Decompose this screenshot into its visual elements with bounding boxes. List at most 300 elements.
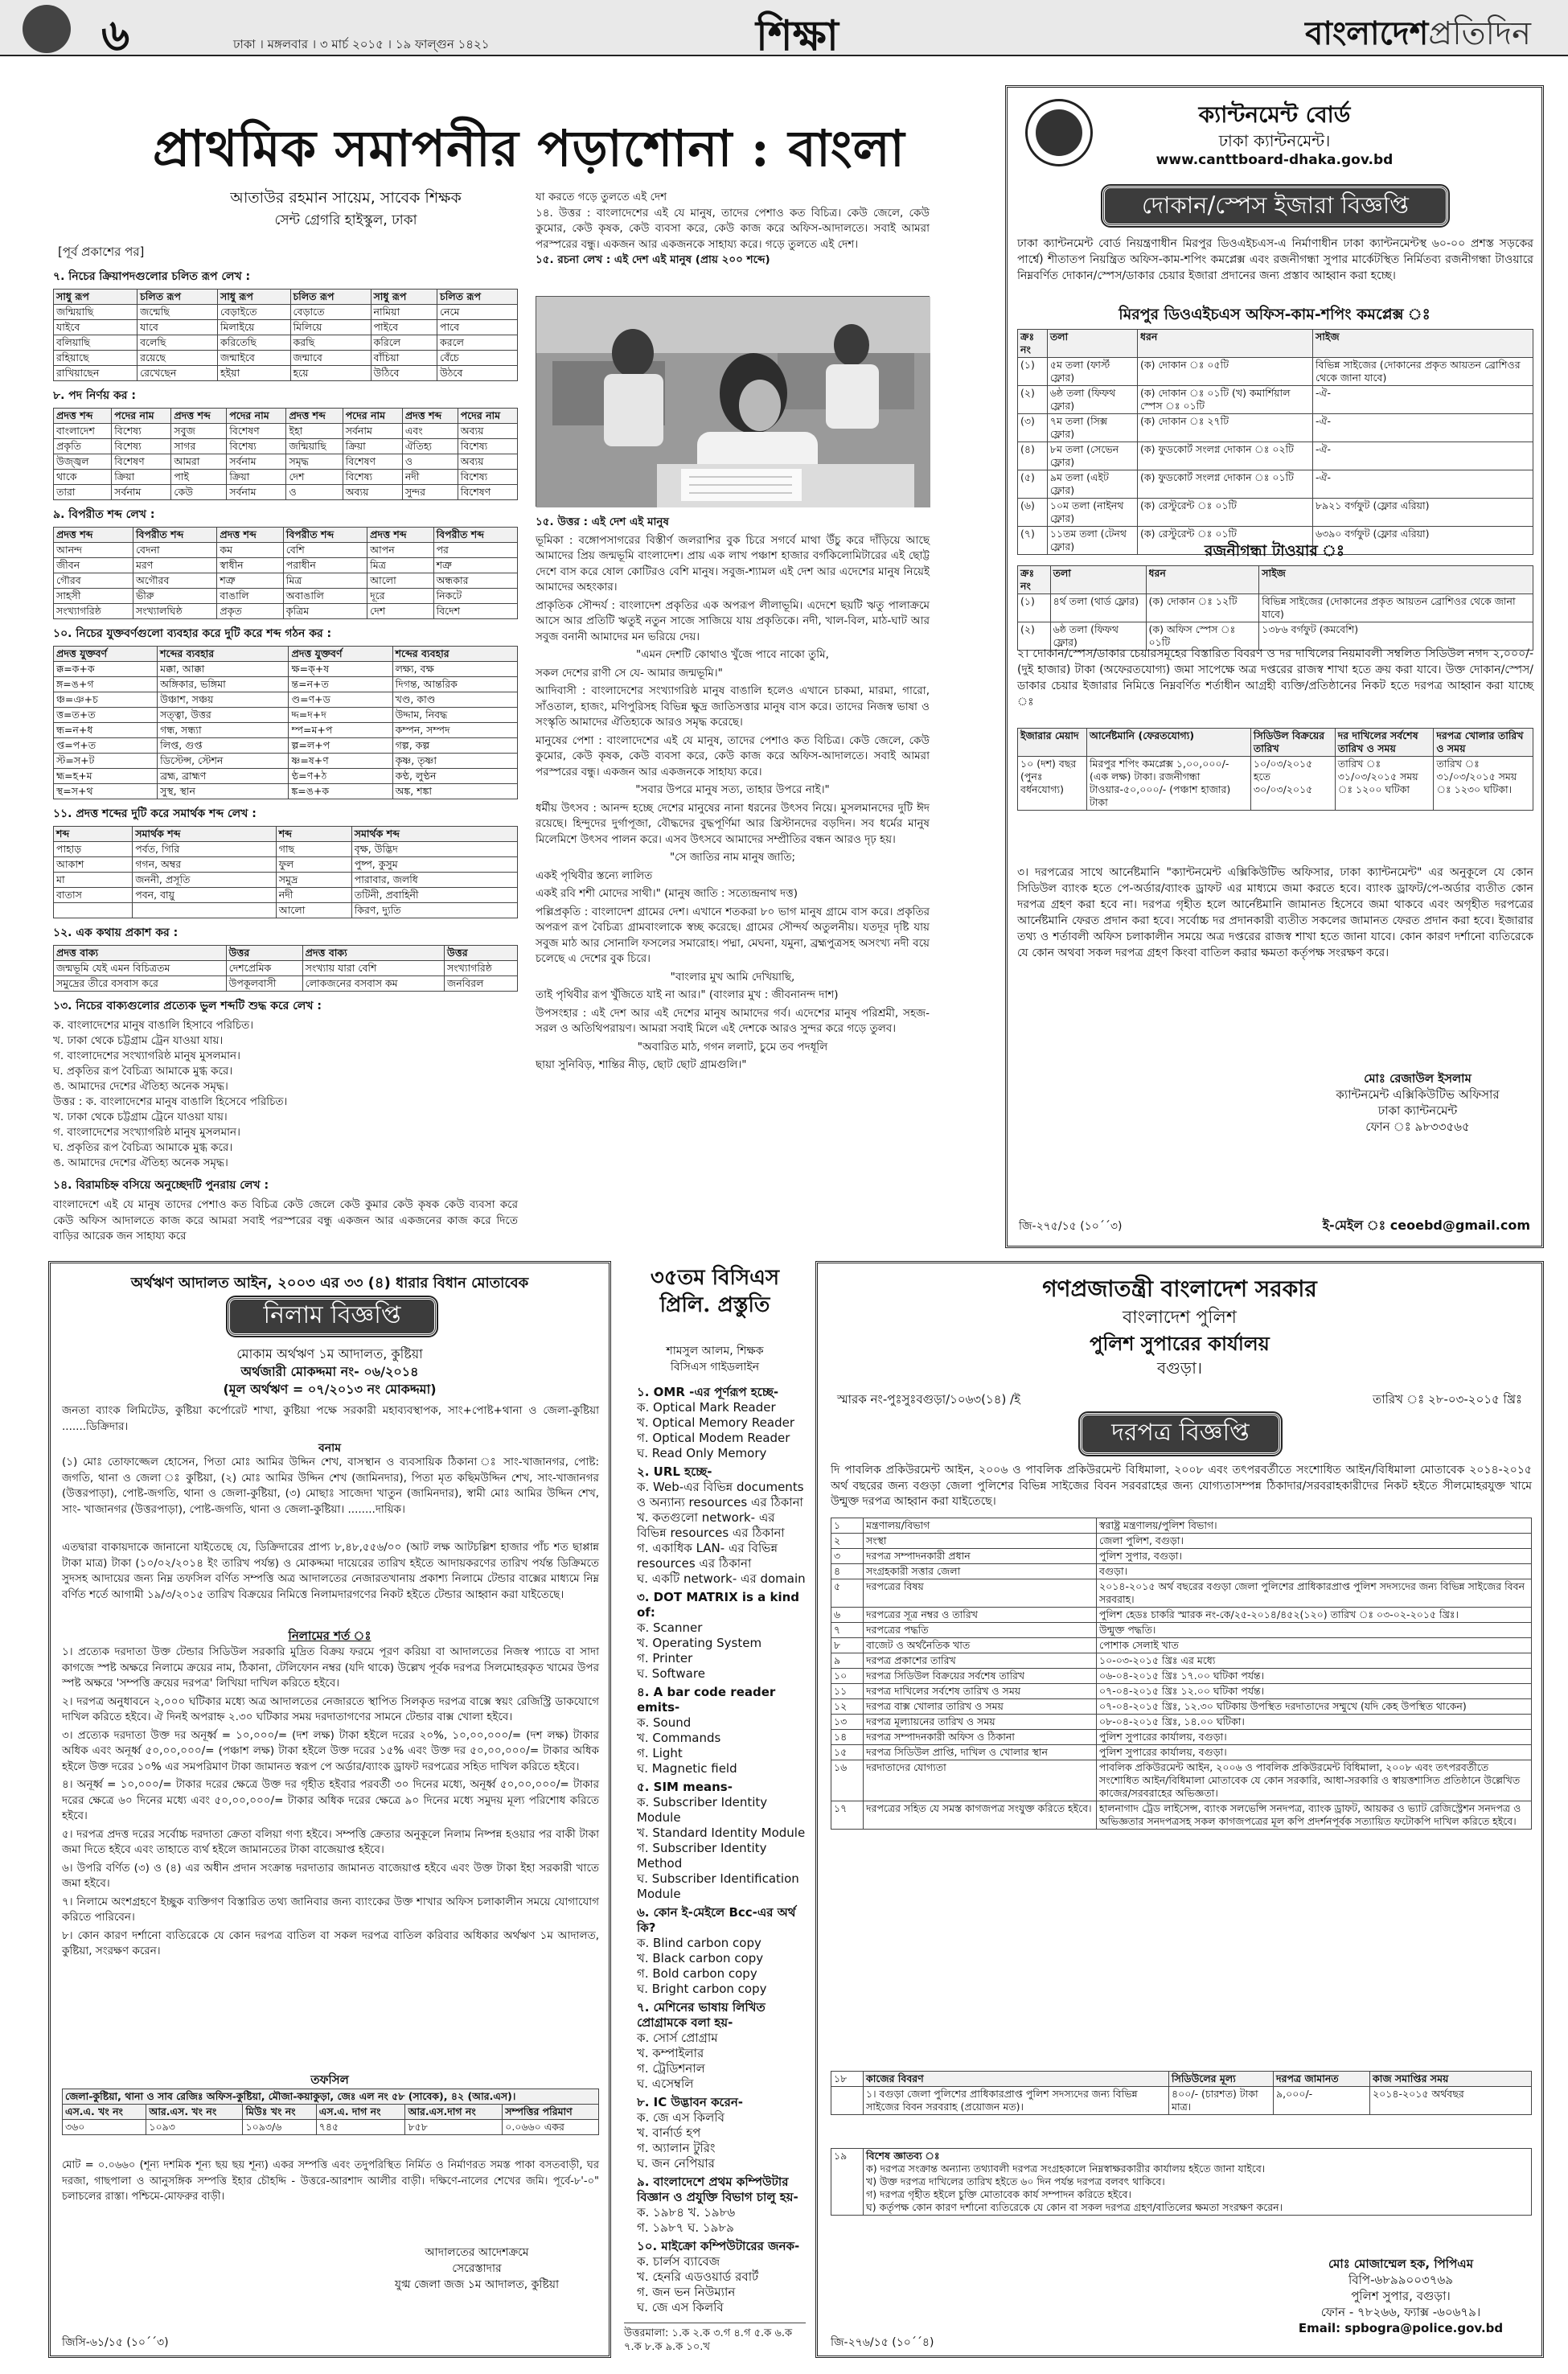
table-cell: হালনাগাদ ট্রেড লাইসেন্স, ব্যাংক সলভেন্সি সনদপত্র, ব্যাংক ড্রাফট, আয়কর ও ভ্যাট রেজিস্ট্রেশন সনদপত্র ও অভিজ্ঞতার সনদপত্রসহ সকল কাগজপত্রের মূল কপি প্রদর্শনপূর্বক সত্যায়িত ফটোকপি দাখিল করিতে হইবে। (1097, 1801, 1532, 1830)
police-email[interactable]: Email: spbogra@police.gov.bd (1298, 2321, 1504, 2335)
table-cell: নদী (402, 470, 458, 485)
table-cell: জীবন (54, 558, 133, 573)
auction-banner: নিলাম বিজ্ঞপ্তি (228, 1297, 437, 1336)
q13-list (53, 1018, 518, 1171)
auction-signature (356, 2245, 597, 2293)
table-cell: ১৭ (831, 1801, 864, 1830)
cantonment-website[interactable]: www.canttboard-dhaka.gov.bd (1155, 152, 1394, 168)
table-cell: ৭ম তলা (সিক্স ফ্লোর) (1047, 414, 1137, 442)
tender-row (831, 1801, 1532, 1830)
table-cell: ঐতিহ্য (402, 439, 458, 454)
table-cell: অন্ধকার (433, 573, 517, 589)
auction-case: অর্থজারী মোকদ্দমা নং- ০৬/২০১৪ (240, 1364, 419, 1379)
essay-paragraph: ভূমিকা : বঙ্গোপসাগরের বিস্তীর্ণ জলরাশির বুক চিরে সগর্বে মাথা উঁচু করে দাঁড়িয়ে আছে আমাদের প্রিয় জন্মভূমি বাংলাদেশ। প্রায় এক লাখ পঞ্চাশ হাজার বর্গকিলোমিটারের এই ছোট্ট দেশে বাস করে ষোল কোটিরও বেশি মানুষ। সবুজ-শ্যামল এই দেশ আর এদেশের মানুষ নিয়েই আমাদের অহংকার। (536, 533, 930, 594)
table-cell: গন্ধ, সন্ধ্যা (158, 723, 289, 738)
table-header-cell: শব্দের ব্যবহার (392, 647, 517, 662)
brand-part-a: বাংলাদেশ (1305, 14, 1429, 52)
bcs-item: ক. Optical Mark Reader (637, 1400, 776, 1415)
table-cell: বিশেষ্য (227, 439, 286, 454)
table-header-cell: চলিত রূপ (138, 290, 218, 305)
police-intro: দি পাবলিক প্রকিউরমেন্ট আইন, ২০০৬ ও পাবলিক প্রকিউরমেন্ট বিধিমালা, ২০০৮ এবং তৎপরবর্তীতে সংশোধিত আইন/বিধিমালা মোতাবেক ২০১৪-২০১৫ অর্থ বছরের জন্য বগুড়া জেলা পুলিশের বিভিন্ন সাইজের বিবন সরবরাহের জন্য যোগ্যতাসম্পন্ন ঠিকাদার/সরবরাহকারীদের নিকট হইতে সীলমোহরযুক্ত খামে উন্মুক্ত দরপত্র আহ্বান করা যাইতেছে। (831, 1464, 1532, 1508)
tender-row (831, 1760, 1532, 1801)
special-item: ক) দরপত্র সংক্রান্ত অন্যান্য তথ্যাবলী দরপত্র সংগ্রহকালে নিম্নস্বাক্ষরকারীর কার্যালয় হইতে জানা যাইবে। (866, 2162, 1266, 2175)
bcs-guide: বিসিএস গাইডলাইন (670, 1361, 760, 1374)
table-cell: পুলিশ হেডঃ চাকরি স্মারক নং-কে/২৫-২০১৪/৪৫২(১২০) তারিখ ঃ ০৩-০২-২০১৫ খ্রিঃ। (1097, 1608, 1532, 1623)
table-cell: দরপত্রের সহিত যে সমস্ত কাগজপত্র সংযুক্ত করিতে হইবে। (864, 1801, 1097, 1830)
table-header-cell: কাজ সমাপ্তির সময় (1370, 2072, 1532, 2087)
section-title: শিক্ষা (756, 11, 839, 60)
essay-paragraph: ছায়া সুনিবিড়, শান্তির নীড়, ছোট ছোট গ্রামগুলি।" (536, 1058, 747, 1071)
table-cell: পুলিশ সুপারের কার্যালয়, বগুড়া। (1097, 1730, 1532, 1745)
table-cell: বিশেষ্য (112, 424, 171, 439)
table-cell: হয়ে (290, 366, 371, 381)
table-cell: এবং (402, 424, 458, 439)
table-cell: দিগন্ত, আন্তরিক (392, 677, 517, 692)
table-cell: থাকে (54, 470, 112, 485)
table-cell: বিদেশ (433, 604, 517, 619)
q8-table (53, 408, 518, 500)
table-cell: করছি (290, 335, 371, 351)
police-date: তারিখ ঃ ২৮-০৩-২০১৫ খ্রিঃ (1373, 1392, 1522, 1407)
table-cell: বিশেষণ (343, 454, 402, 470)
table-row (1018, 470, 1533, 499)
bcs-item: ঘ. Bright carbon copy (637, 1982, 767, 1996)
bcs-item: গ. একাধিক LAN- এর বিভিন্ন resources এর ঠিকানা (637, 1541, 778, 1571)
table-cell: পুষ্প, কুসুম (351, 857, 517, 873)
table-cell: করিলে (371, 335, 437, 351)
bcs-item: গ. Optical Modem Reader (637, 1431, 790, 1445)
table-header-cell: সাইজ (1259, 566, 1533, 594)
tender-row (831, 1653, 1532, 1669)
table-cell: ১১তম তলা (টেনথ ফ্লোর) (1047, 527, 1137, 555)
table-cell: প্ত=প+ত (54, 738, 158, 754)
table-cell: (ক) অফিস স্পেস ঃ ০১টি (1146, 622, 1259, 651)
essay-paragraph: "অবারিত মাঠ, গগন ললাট, চুমে তব পদধূলি (637, 1040, 828, 1054)
q13-item: ঙ. আমাদের দেশের ঐতিহ্য অনেক সমৃদ্ধ। (53, 1080, 228, 1093)
tender-row (831, 1745, 1532, 1760)
essay-paragraph: "এমন দেশটি কোথাও খুঁজে পাবে নাকো তুমি, (636, 648, 829, 661)
table-cell: করিতেছি (218, 335, 291, 351)
table-cell: মিলিয়ে (290, 320, 371, 335)
table-cell: (১) (1018, 358, 1048, 386)
table-cell: দরপত্রের পদ্ধতি (864, 1623, 1097, 1638)
table-cell: ৪০০/- (চারশত) টাকা মাত্র। (1169, 2087, 1274, 2115)
table-cell: খণ্ড, কাণ্ড (392, 692, 517, 708)
table-cell: অব্যয় (458, 424, 517, 439)
table-cell: দেশ (367, 604, 433, 619)
table-cell: (ক) রেস্টুরেন্ট ঃ ০১টি (1138, 499, 1313, 527)
table-cell: সংখ্যাগরিষ্ঠ (54, 604, 133, 619)
table-header-cell: প্রদত্ত শব্দ (367, 528, 433, 543)
police-phone: ফোন - ৭৮২৬৬, ফ্যাক্স -৬০৬৭৯। (1320, 2305, 1481, 2319)
table-header-cell: দর দাখিলের সর্বশেষ তারিখ ও সময় (1335, 729, 1434, 757)
police-dept: বাংলাদেশ পুলিশ (1123, 1308, 1237, 1328)
table-cell: উঞ্চাশ, সঞ্চয় (158, 692, 289, 708)
bcs-item: ৯. বাংলাদেশে প্রথম কম্পিউটার বিজ্ঞান ও প্রযুক্তি বিভাগ চালু হয়- (637, 2175, 798, 2204)
table-cell: মিলাইয়ে (218, 320, 291, 335)
essay-paragraph: তাই পৃথিবীর রূপ খুঁজিতে যাই না আর।" (বাংলার মুখ : জীবনানন্দ দাশ) (536, 988, 839, 1001)
table-header-cell: মিউঃ খং নং (243, 2105, 316, 2120)
table-cell: বাতাস (54, 888, 133, 903)
table-header-cell: সমার্থক শব্দ (351, 827, 517, 842)
table-header-cell: তলা (1047, 330, 1137, 358)
table-cell: সংস্থা (864, 1534, 1097, 1549)
police-signer-title: পুলিশ সুপার, বগুড়া। (1351, 2289, 1451, 2303)
bcs-item: ঘ. Software (637, 1666, 705, 1681)
table-cell: সর্বনাম (227, 485, 286, 500)
table-row (54, 857, 518, 873)
auction-notice-ad (48, 1261, 611, 2358)
essay-paragraph: সকল দেশের রাণী সে যে- আমার জন্মভূমি।" (536, 666, 723, 680)
table-cell: জনবিরল (445, 976, 518, 992)
table-cell: বলিয়াছি (54, 335, 138, 351)
table-cell: ঙ্গ=ঙ+গ (54, 677, 158, 692)
table-cell: সবুজ (171, 424, 227, 439)
table-row (54, 662, 518, 677)
special-list (866, 2162, 1529, 2214)
table-header-cell: প্রদত্ত শব্দ (286, 409, 343, 424)
table-cell: দরপত্র বাক্স খোলার তারিখ ও সময় (864, 1699, 1097, 1715)
tender-row (831, 1684, 1532, 1699)
bcs-item: ক. Scanner (637, 1620, 703, 1635)
table-cell: বিশেষ্য (343, 470, 402, 485)
table-cell: ৮ (831, 1638, 864, 1653)
q14-answer: ১৪. উত্তর : বাংলাদেশের এই যে মানুষ, তাদের পেশাও কত বিচিত্র। কেউ জেলে, কেউ কুমোর, কেউ কৃষক, কেউ ব্যবসা করে, কেউ কাজ করে অফিস-আদালতে। সবাই আমরা পরস্পরের বন্ধু। একজন আর একজনকে সাহায্য করে। গড়ে তুলতে এই দেশ। (536, 206, 930, 251)
table-cell: উজ্জ্বল (54, 454, 112, 470)
table-cell: বেড়াতে (290, 305, 371, 320)
question-14: ১৪. বিরামচিহ্ন বসিয়ে অনুচ্ছেদটি পুনরায় লেখ : (53, 1179, 269, 1192)
table-cell: ৫ (831, 1579, 864, 1608)
table-cell: স্বাধীন (217, 558, 283, 573)
table-cell: ২০১৪-২০১৫ অর্থবছর (1370, 2087, 1532, 2115)
table-cell: ক্রিয়া (112, 470, 171, 485)
auction-terms-heading: নিলামের শর্ত ঃ (288, 1629, 371, 1643)
table-cell: ১৬ (831, 1760, 864, 1801)
bcs-item: খ. Optical Memory Reader (637, 1415, 794, 1430)
table-cell: বিভিন্ন সাইজের (দোকানের প্রকৃত আয়তন ব্রোশিওর থেকে জানা যাবে) (1259, 594, 1533, 622)
table-cell: ৬ (831, 1608, 864, 1623)
mirpur-table (1017, 329, 1533, 555)
q13-item: গ. বাংলাদেশের সংখ্যাগরিষ্ঠ মানুষ মুসলমান। (53, 1126, 240, 1139)
tender-banner: দরপত্র বিজ্ঞপ্তি (1080, 1413, 1281, 1455)
table-header-cell: সিডিউলের মূল্য (1169, 2072, 1274, 2087)
table-cell: ক্রিয়া (343, 439, 402, 454)
table-cell (133, 903, 277, 918)
table-cell: পবন, বায়ু (133, 888, 277, 903)
police-govt: গণপ্রজাতন্ত্রী বাংলাদেশ সরকার (1042, 1275, 1317, 1302)
table-cell: সুন্দর (402, 485, 458, 500)
newspaper-brand (1305, 8, 1531, 62)
table-cell: ল্প=ল+প (289, 738, 392, 754)
bcs-item: ঘ. জন নেপিয়ার (637, 2156, 715, 2171)
masthead (0, 0, 1568, 63)
essay-paragraph: পল্লিপ্রকৃতি : বাংলাদেশ গ্রামের দেশ। এখানে শতকরা ৮০ ভাগ মানুষ গ্রামে বাস করে। প্রকৃতির অপরূপ রূপ বৈচিত্র্য গ্রামবাংলাকে স্বচ্ছ করেছে। গ্রামের সৌন্দর্য অতুলনীয়। যতদূর দৃষ্টি যায় সবুজ মাঠ আর সোনালি ফসলের সমারোহ। পদ্মা, মেঘনা, যমুনা, ব্রহ্মপুত্রসহ অসংখ্য নদী বয়ে চলেছে এ দেশের বুক চিরে। (536, 905, 930, 965)
essay-paragraph: মানুষের পেশা : বাংলাদেশের এই যে মানুষ, তাদের পেশাও কত বিচিত্র। কেউ জেলে, কেউ কুমোর, কেউ কৃষক, কেউ ব্যবসা করে, কেউ কাজ করে অফিস-আদালতে। সবাই আমরা পরস্পরের বন্ধু। একজন আর একজনকে সাহায্য করে। (536, 733, 930, 778)
table-cell: বিশেষ্য (458, 470, 517, 485)
tafsil-note: মোট = ০.০৬৬০ (শূন্য দশমিক শূন্য ছয় ছয় শূন্য) একর সম্পত্তি এবং তদুপরিস্থিত নির্মিত ও নির্মাণরত সমস্ত পাকা বসতবাড়ী, ঘর দরজা, গাছপালা ও আনুসঙ্গিক সম্পত্তি ইহার চৌহদ্দি - উত্তরে-আরশাদ আলীর বাড়ী। দক্ষিণে-নালের শেখের জমি। পূর্বে-৮'-০" চলাচলের রাস্তা। পশ্চিমে-মোফরুর বাড়ী। (62, 2159, 599, 2203)
table-cell: জননী, প্রসূতি (133, 873, 277, 888)
table-header-cell: আর.এস. খং নং (146, 2105, 243, 2120)
table-cell: বিশেষণ (227, 424, 286, 439)
article-middle-top (536, 190, 930, 294)
table-cell: দেশ (286, 470, 343, 485)
table-cell: -ঐ- (1312, 442, 1533, 470)
table-cell: -ঐ- (1312, 414, 1533, 442)
auction-ref: জিসি-৬১/১৫ (১০´´৩) (62, 2336, 169, 2349)
table-cell: মন্ত্রণালয়/বিভাগ (864, 1518, 1097, 1534)
table-header-cell: ক্রঃ নং (1018, 566, 1051, 594)
bcs-item: ২. URL হচ্ছে- (637, 1464, 712, 1479)
table-header-cell: এস.এ. খং নং (63, 2105, 146, 2120)
tender-row (831, 1518, 1532, 1534)
table-cell: জন্মাবে (290, 351, 371, 366)
question-11: ১১. প্রদত্ত শব্দের দুটি করে সমার্থক শব্দ লেখ : (53, 807, 257, 820)
table-cell: (৩) (1018, 414, 1048, 442)
table-row (54, 903, 518, 918)
bcs-item: খ. Standard Identity Module (637, 1826, 806, 1840)
table-cell: ৪র্থ তলা (থার্ড ফ্লোর) (1050, 594, 1146, 622)
continued-note: [পূর্ব প্রকাশের পর] (58, 244, 145, 259)
author-school: সেন্ট গ্রেগরি হাইস্কুল, ঢাকা (274, 212, 417, 228)
table-cell: দেশপ্রেমিক (226, 961, 302, 976)
table-cell: জন্মেছি (138, 305, 218, 320)
police-signer: মোঃ মোজাম্মেল হক, পিপিএম (1328, 2257, 1474, 2271)
table-cell: আকাশ (54, 857, 133, 873)
table-cell: ২০১৪-২০১৫ অর্থ বছরের বগুড়া জেলা পুলিশের প্রাধিকারপ্রাপ্ত পুলিশ সদস্যদের জন্য বিভিন্ন সাইজের বিবন সরবরাহ। (1097, 1579, 1532, 1608)
tender-row (831, 1579, 1532, 1608)
table-cell: (ক) ফুডকোর্ট সংলগ্ন দোকান ঃ ০২টি (1138, 442, 1313, 470)
table-cell: সমুদ্র (276, 873, 351, 888)
cantonment-signature (1297, 1070, 1538, 1135)
table-cell: গাছ (276, 842, 351, 857)
table-cell: দরপত্র সিডিউল বিক্রয়ের সর্বশেষ তারিখ (864, 1669, 1097, 1684)
table-cell: (২) (1018, 386, 1048, 414)
q10-table (53, 646, 518, 799)
question-10: ১০. নিচের যুক্তবর্ণগুলো ব্যবহার করে দুটি করে শব্দ গঠন কর : (53, 627, 332, 640)
table-cell: ঙ্ক=ঙ+ক (289, 784, 392, 799)
table-row (54, 677, 518, 692)
table-cell: ১২ (831, 1699, 864, 1715)
table-cell: লোকজনের বসবাস কম (302, 976, 444, 992)
table-cell: মা (54, 873, 133, 888)
auction-term: ৭। নিলামে অংশগ্রহণে ইচ্ছুক ব্যক্তিগণ বিস্তারিত তথ্য জানিবার জন্য ব্যাংকের উক্ত শাখার অফিস চলাকালীন সময়ে যোগাযোগ করিতে পারিবেন। (62, 1895, 599, 1924)
table-cell: সর্বনাম (227, 454, 286, 470)
police-ref: জি-২৭৬/১৫ (১০´´৪) (831, 2336, 934, 2349)
cantonment-subtitle: ঢাকা ক্যান্টনমেন্ট। (1218, 131, 1331, 150)
table-cell: ম্প=ম+প (289, 723, 392, 738)
table-header-cell: উত্তর (445, 946, 518, 961)
table-cell: দরপত্র প্রকাশের তারিখ (864, 1653, 1097, 1669)
table-cell: ইহা (286, 424, 343, 439)
table-cell: -ঐ- (1312, 386, 1533, 414)
table-cell: স্ট=স+ট (54, 754, 158, 769)
table-cell: পাই (171, 470, 227, 485)
essay-column (536, 515, 930, 1238)
table-cell: (ক) ফুডকোর্ট সংলগ্ন দোকান ঃ ০১টি (1138, 470, 1313, 499)
auction-law-line: অর্থঋণ আদালত আইন, ২০০৩ এর ৩৩ (৪) ধারার বিধান মোতাবেক (130, 1275, 529, 1292)
table-row (54, 976, 518, 992)
bcs-item: খ. কতগুলো network- এর বিভিন্ন resources এর ঠিকানা (637, 1510, 785, 1540)
table-cell: (ক) দোকান ঃ ২৭টি (1138, 414, 1313, 442)
table-cell: নিকটে (433, 589, 517, 604)
table-header-cell: আর্নেষ্টমানি (ফেরতযোগ্য) (1086, 729, 1250, 757)
table-cell: ০৭-০৪-২০১৫ খ্রিঃ, ১২.৩০ ঘটিকায় উপস্থিত দরদাতাদের সম্মুখে (যদি কেহ উপস্থিত থাকেন) (1097, 1699, 1532, 1715)
table-cell: আমরা (171, 454, 227, 470)
bcs-item: ১০. মাইক্রো কম্পিউটারের জনক- (637, 2239, 800, 2253)
table-cell: স্বরাষ্ট্র মন্ত্রণালয়/পুলিশ বিভাগ। (1097, 1518, 1532, 1534)
essay-paragraph: একই পৃথিবীর স্তন্যে লালিত (536, 869, 653, 882)
table-header-cell: সাধু রূপ (54, 290, 138, 305)
article-byline (161, 187, 531, 232)
bcs-item: ১. OMR -এর পূর্ণরূপ হচ্ছে- (637, 1385, 779, 1399)
essay-paragraph: "বাংলার মুখ আমি দেখিয়াছি, (670, 970, 795, 984)
table-header-cell: কাজের বিবরণ (864, 2072, 1169, 2087)
table-cell: (ক) দোকান ঃ ০১টি (খ) কমার্শিয়াল স্পেস ঃ ০১টি (1138, 386, 1313, 414)
table-cell: ও (286, 485, 343, 500)
table-header-cell: প্রদত্ত শব্দ (54, 409, 112, 424)
cantonment-title: ক্যান্টনমেন্ট বোর্ড (1198, 101, 1351, 128)
table-cell: দরপত্রের বিষয় (864, 1579, 1097, 1608)
table-cell: ৩৬০ (63, 2120, 146, 2135)
row-19-number: ১৯ (831, 2149, 864, 2216)
table-cell: যাইবে (54, 320, 138, 335)
table-row (54, 873, 518, 888)
special-item: গ) দরপত্র গৃহীত হইলে চুক্তি মোতাবেক কার্য সম্পাদন করিতে হইবে। (866, 2188, 1131, 2200)
special-item: খ) উক্ত দরপত্র দাখিলের তারিখ হইতে ৬০ দিন পর্যন্ত দরপত্র বলবৎ থাকিবে। (866, 2175, 1165, 2187)
table-header-cell: শব্দ (276, 827, 351, 842)
table-header-cell: প্রদত্ত শব্দ (171, 409, 227, 424)
bcs-item: গ. Bold carbon copy (637, 1966, 757, 1981)
table-cell: দরপত্র সম্পাদনকারী অফিস ও ঠিকানা (864, 1730, 1097, 1745)
table-row (54, 754, 518, 769)
table-cell: বেড়াইতে (218, 305, 291, 320)
tender-row (831, 1534, 1532, 1549)
tender-table (831, 1518, 1532, 1830)
table-cell: ৪ (831, 1564, 864, 1579)
auction-term: ৬। উপরি বর্ণিত (৩) ও (৪) এর অধীন প্রদান সংক্রান্ত দরদাতার জামানত বাজেয়াপ্ত হইবে এবং উক্ত টাকা ইহা সরকারী খাতে জমা হইবে। (62, 1861, 599, 1890)
table-cell: -ঐ- (1312, 470, 1533, 499)
bcs-item: ক. ১৯৮৪ খ. ১৯৮৬ (637, 2205, 736, 2220)
table-cell: সত্ত্বা, উত্তর (158, 708, 289, 723)
table-cell: কৃষ্ণ, তৃষ্ণা (392, 754, 517, 769)
tender-work-table (831, 2071, 1532, 2115)
bcs-item: ৮. IC উদ্ভাবন করেন- (637, 2095, 744, 2109)
table-cell: কৃত্রিম (283, 604, 367, 619)
table-cell: বিশেষণ (112, 454, 171, 470)
bcs-item: ৭. মেশিনের ভাষায় লিখিত প্রোগ্রামকে বলা হয়- (637, 2000, 766, 2030)
table-cell: পাইবে (371, 320, 437, 335)
table-cell: ১০৯৩ (146, 2120, 243, 2135)
table-cell: উঠবে (437, 366, 518, 381)
bcs-item: গ. জন ভন নিউম্যান (637, 2285, 736, 2299)
bcs-item: ঘ. Read Only Memory (637, 1446, 767, 1460)
table-cell: পাহাড় (54, 842, 133, 857)
table-cell: দরপত্রের সূত্র নম্বর ও তারিখ (864, 1608, 1097, 1623)
auction-court-signature: যুগ্ম জেলা জজ ১ম আদালত, কুষ্টিয়া (394, 2278, 560, 2291)
table-cell: অব্যয় (343, 485, 402, 500)
table-cell: দূরে (367, 589, 433, 604)
bcs-item: ক. Web-এর বিভিন্ন documents ও অন্যান্য resources এর ঠিকানা (637, 1480, 804, 1509)
table-cell: ১ (831, 1518, 864, 1534)
table-cell: অগৌরব (133, 573, 216, 589)
tender-row (831, 1623, 1532, 1638)
table-cell: মিত্র (283, 573, 367, 589)
tender-row (831, 1564, 1532, 1579)
table-row (1018, 358, 1533, 386)
bcs-item: ৪. A bar code reader emits- (637, 1685, 776, 1715)
tender-special-table (831, 2148, 1532, 2216)
table-cell: লক্ষ্য, বক্ষ (392, 662, 517, 677)
table-cell: ণ্ড=ণ+ড (289, 692, 392, 708)
question-12: ১২. এক কথায় প্রকাশ কর : (53, 926, 179, 939)
bcs-item: গ. Printer (637, 1651, 693, 1665)
table-row (54, 738, 518, 754)
table-cell: কিরণ, দ্যুতি (351, 903, 517, 918)
table-cell: (৭) (1018, 527, 1048, 555)
table-cell: কম্পন, সম্পদ (392, 723, 517, 738)
bcs-item: খ. Black carbon copy (637, 1951, 764, 1965)
table-header-cell: সমার্থক শব্দ (133, 827, 277, 842)
bcs-author: শামসুল আলম, শিক্ষক (666, 1345, 764, 1357)
table-header-cell: সাইজ (1312, 330, 1533, 358)
table-cell: গল্প, কল্প (392, 738, 517, 754)
essay-paragraph: ১৫. উত্তর : এই দেশ এই মানুষ (536, 515, 669, 528)
table-cell: ৬ষ্ঠ তলা (ফিফথ ফ্লোর) (1050, 622, 1146, 651)
bcs-item: গ. অ্যালান টুরিং (637, 2141, 716, 2155)
table-cell: মিত্র (367, 558, 433, 573)
table-cell: উপকূলবাসী (226, 976, 302, 992)
bcs-item: গ. Subscriber Identity Method (637, 1841, 767, 1871)
table-cell: ৮ম তলা (সেভেন ফ্লোর) (1047, 442, 1137, 470)
table-header-cell: পদের নাম (112, 409, 171, 424)
table-cell: শত্রু (433, 558, 517, 573)
bcs-answers: উত্তরমালা: ১.ক ২.ক ৩.গ ৪.গ ৫.ক ৬.ক ৭.ক ৮.ক ৯.ক ১০.খ (624, 2323, 806, 2354)
table-cell: আপন (367, 543, 433, 558)
table-cell: উদ্দাম, নিবদ্ধ (392, 708, 517, 723)
q13-item: ঙ. আমাদের দেশের ঐতিহ্য অনেক সমৃদ্ধ। (53, 1156, 228, 1169)
table-cell: জন্মিয়াছি (286, 439, 343, 454)
table-row (54, 573, 518, 589)
table-cell: (৪) (1018, 442, 1048, 470)
table-row (54, 784, 518, 799)
table-cell: বিভিন্ন সাইজের (দোকানের প্রকৃত আয়তন ব্রোশিওর থেকে জানা যাবে) (1312, 358, 1533, 386)
table-cell: নামিয়া (371, 305, 437, 320)
table-cell: ০.০৬৬০ একর (503, 2120, 599, 2135)
brand-part-b: প্রতিদিন (1428, 15, 1531, 52)
table-cell: পরাধীন (283, 558, 367, 573)
question-15: ১৫. রচনা লেখ : এই দেশ এই মানুষ (প্রায় ২০০ শব্দে) (536, 253, 770, 266)
table-cell: ০৭-০৪-২০১৫ খ্রিঃ ১২.০০ ঘটিকা পর্যন্ত। (1097, 1684, 1532, 1699)
table-row (54, 589, 518, 604)
cantonment-email[interactable]: ই-মেইল ঃ ceoebd@gmail.com (1322, 1218, 1530, 1233)
bcs-item: খ. কম্পাইলার (637, 2046, 704, 2060)
students-photo (536, 296, 930, 507)
table-cell: বেদনা (133, 543, 216, 558)
table-cell: সমুদ্রের তীরে বসবাস করে (54, 976, 227, 992)
cantonment-signer-title: ক্যান্টনমেন্ট এক্সিকিউটিভ অফিসার (1336, 1087, 1500, 1102)
police-bp: বিপি-৬৮৯৯০০৩৭৬৯ (1348, 2273, 1453, 2287)
table-cell: দরপত্র সিডিউল প্রাপ্তি, দাখিল ও খোলার স্থান (864, 1745, 1097, 1760)
article-headline: প্রাথমিক সমাপনীর পড়াশোনা : বাংলা (153, 119, 905, 178)
table-cell: সর্বনাম (343, 424, 402, 439)
table-cell: ৫ম তলা (ফার্স্ট ফ্লোর) (1047, 358, 1137, 386)
auction-term: ৮। কোন কারণ দর্শানো ব্যতিরেকে যে কোন দরপত্র বাতিল বা সকল দরপত্র বাতিল করিবার অধিকার অর্থঋণ ১ম আদালত, কুষ্টিয়া, সংরক্ষণ করেন। (62, 1928, 599, 1957)
auction-bank: জনতা ব্যাংক লিমিটেড, কুষ্টিয়া কর্পোরেট শাখা, কুষ্টিয়া পক্ষে সরকারী মহাব্যবস্থাপক, সাং+পোষ্ট+থানা ও জেলা-কুষ্টিয়া .......ডিক্রিদার। (62, 1404, 599, 1433)
table-cell: কম (217, 543, 283, 558)
table-cell: রয়েছে (138, 351, 218, 366)
tender-row (831, 1669, 1532, 1684)
bcs-item: ৫. SIM means- (637, 1780, 733, 1794)
